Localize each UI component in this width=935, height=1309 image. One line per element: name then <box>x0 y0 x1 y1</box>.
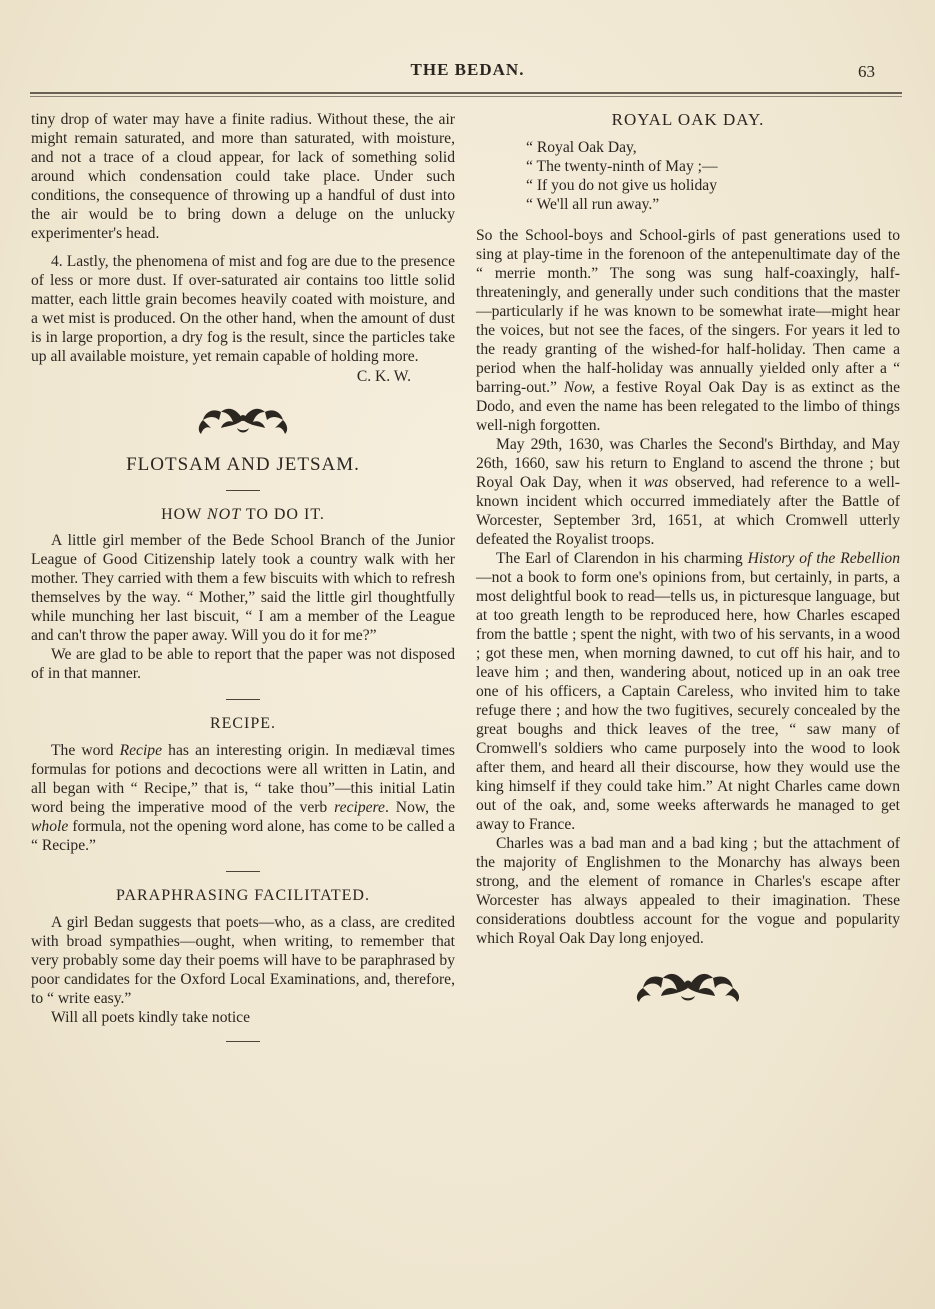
paragraph-biscuit-story: A little girl member of the Bede School Branch of the Junior League of Good Citizenship lately took a country walk with her mother. They carried with them a few biscuits with which to refresh themselves by the way. “ Mother,” said the little girl thoughtfully while munching her last biscuit, “ I am a member of the League and can't throw the paper away. Will you do it for me?” <box>31 532 455 644</box>
section-divider <box>226 699 260 700</box>
author-signature: C. K. W. <box>356 368 411 385</box>
poem-line: “ The twenty-ninth of May ;— <box>526 158 718 175</box>
paragraph-charles-birthday: May 29th, 1630, was Charles the Second's Birthday, and May 26th, 1660, saw his return to England to ascend the throne ; but Royal Oak Day, when it was observed, had reference to a well-known incident which occurred immediately after the Battle of Worcester, September 3rd, 1651, at which Cromwell utterly defeated the Royalist troops. <box>476 436 901 548</box>
section-title-flotsam: FLOTSAM AND JETSAM. <box>126 454 360 475</box>
subsection-title-recipe: RECIPE. <box>209 715 277 732</box>
paragraph-mist-fog: 4. Lastly, the phenomena of mist and fog are due to the presence of less or more dust. If over-saturated air contains too little solid matter, each little grain becomes heavily coated with moisture, and a wet mist is produced. On the other hand, when the amount of dust is in large proportion, a dry fog is the result, since the particles take up all available moisture, yet remain capable of holding more. <box>31 253 455 365</box>
subsection-title-how-not: HOW NOT TO DO IT. <box>161 506 325 523</box>
floral-ornament-icon <box>633 962 743 1008</box>
right-column <box>476 110 900 1008</box>
paragraph-clarendon: The Earl of Clarendon in his charming History of the Rebellion—not a book to form one's opinions from, but certainly, in parts, a most delightful book to read—tells us, in picturesque language, but at too greath length to be reproduced here, how Charles escaped from the battle ; spent the night, with two of his servants, in a wood ; got these men, when morning dawned, to cut off his hair, and to leave him ; and then, wandering about, noticed up in an oak tree one of his officers, a Captain Careless, who invited him to take refuge there ; and how the two fugitives, securely concealed by the great boughs and thick leaves of the tree, “ saw many of Cromwell's soldiers who came purposely into the wood to look after them, and heard all their discourse, how they would use the king himself if they could take him.” At night Charles came down out of the oak, and, some weeks afterwards he managed to get away to France. <box>476 550 900 833</box>
poem-line: “ If you do not give us holiday <box>526 177 717 194</box>
paragraph-poets: A girl Bedan suggests that poets—who, as a class, are credited with broad sympathies—ought, when writing, to remember that very probably some day their poems will have to be paraphrased by poor candidates for the Oxford Local Examinations, and, therefore, to “ write easy.” <box>31 914 455 1007</box>
paragraph-poets-notice: Will all poets kindly take notice <box>51 1009 251 1026</box>
section-divider <box>226 1041 260 1042</box>
section-divider <box>226 871 260 872</box>
poem <box>476 138 900 214</box>
journal-title: THE BEDAN. <box>410 60 525 79</box>
subsection-title-paraphrasing: PARAPHRASING FACILITATED. <box>116 887 370 904</box>
running-header <box>30 58 905 88</box>
header-rule <box>30 92 902 97</box>
poem-line: “ We'll all run away.” <box>526 196 660 213</box>
paragraph-dust-intro: tiny drop of water may have a finite radius. Without these, the air might remain saturated, and more than saturated, with moisture, and not a trace of a cloud appear, for lack of something solid around which condensation could take place. Under such conditions, the consequence of throwing up a handful of dust into the air would be to bring down a deluge on the unlucky experimenter's head. <box>31 111 455 242</box>
floral-ornament-icon <box>193 398 293 442</box>
article-title-royal-oak: ROYAL OAK DAY. <box>611 110 765 129</box>
paragraph-recipe: The word Recipe has an interesting origin. In mediæval times formulas for potions and decoctions were all written in Latin, and all began with “ Recipe,” that is, “ take thou”—this initial Latin word being the imperative mood of the verb recipere. Now, the whole formula, not the opening word alone, has come to be called a “ Recipe.” <box>31 742 455 854</box>
paragraph-conclusion: Charles was a bad man and a bad king ; but the attachment of the majority of Englishmen to the Monarchy has always been strong, and the element of romance in Charles's escape after Worcester has always appealed to their imagination. These considerations doubtless account for the vogue and popularity which Royal Oak Day long enjoyed. <box>476 835 900 947</box>
poem-line: “ Royal Oak Day, <box>526 139 637 156</box>
page-number: 63 <box>858 62 875 81</box>
left-column <box>31 110 455 1042</box>
section-divider <box>226 490 260 491</box>
paragraph-paper-report: We are glad to be able to report that the paper was not disposed of in that manner. <box>31 646 455 682</box>
paragraph-school-song: So the School-boys and School-girls of past generations used to sing at play-time in the forenoon of the antepenultimate day of the “ merrie month.” The song was sung half-coaxingly, half-threateningly, and generally under such conditions that the master—particularly if he was known to be somewhat irate—might hear the voices, but not see the faces, of the singers. For years it led to the ready granting of the wished-for half-holiday. Then came a period when the half-holiday was annually yielded only after a “ barring-out.” Now, a festive Royal Oak Day is as extinct as the Dodo, and even the name has been relegated to the limbo of things well-nigh forgotten. <box>476 227 900 434</box>
